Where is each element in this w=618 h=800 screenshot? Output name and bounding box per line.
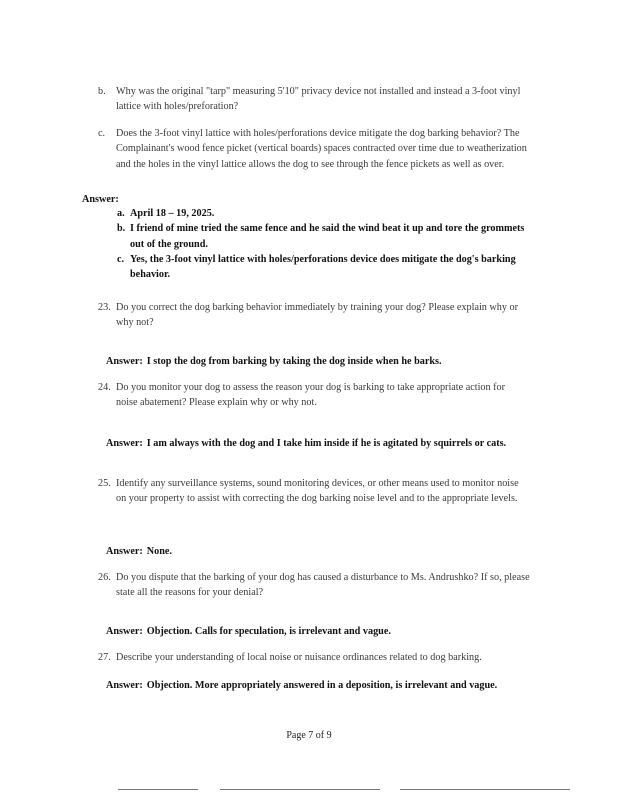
sub-question-letter: b.: [98, 86, 106, 97]
question-text: Describe your understanding of local noise or nuisance ordinances related to dog barking.: [116, 652, 482, 663]
answer-text: None.: [146, 546, 172, 557]
sub-question-letter: c.: [98, 128, 106, 139]
answer-item-text: I friend of mine tried the same fence and he said the wind beat it up and tore the grommets out of the ground.: [130, 223, 525, 250]
answer-list: [117, 206, 541, 282]
question-number: 23.: [98, 302, 111, 313]
question-24: [98, 380, 528, 411]
answer-label: Answer:: [106, 680, 143, 691]
scan-artifact-line: [220, 789, 380, 790]
scan-artifact-line: [400, 789, 570, 790]
question-number: 27.: [98, 652, 111, 663]
answer-item-letter: a.: [117, 208, 125, 219]
answer-label: Answer:: [82, 194, 119, 205]
scan-artifact-line: [118, 789, 198, 790]
sub-question-b: [98, 84, 538, 115]
answer-item-c: [117, 252, 541, 283]
question-number: 24.: [98, 382, 111, 393]
answer-text: Objection. Calls for speculation, is irrelevant and vague.: [146, 626, 391, 637]
question-text: Do you dispute that the barking of your dog has caused a disturbance to Ms. Andrushko? If so, please state all the reasons for your denial?: [116, 572, 530, 599]
question-number: 26.: [98, 572, 111, 583]
answer-label: Answer:: [106, 626, 143, 637]
answer-item-letter: c.: [117, 253, 125, 265]
answer-item-text: April 18 – 19, 2025.: [130, 208, 215, 219]
answer-27: [106, 678, 526, 693]
answer-label: Answer:: [106, 438, 143, 449]
answer-24: [106, 436, 536, 451]
answer-text: I stop the dog from barking by taking the dog inside when he barks.: [146, 356, 442, 367]
sub-question-text: Does the 3-foot vinyl lattice with holes/perforations device mitigate the dog barking behavior? The Complainant's wood fence picket (vertical boards) spaces contracted over time due to weatherization and the holes in the vinyl lattice allows the dog to see through the fence pickets as well as over.: [116, 128, 527, 170]
answer-26: [106, 624, 536, 639]
sub-question-text: Why was the original "tarp" measuring 5'10" privacy device not installed and instead a 3-foot vinyl lattice with holes/preforation?: [116, 86, 521, 113]
answer-item-letter: b.: [117, 223, 126, 235]
question-27: [98, 650, 548, 665]
answer-item-text: Yes, the 3-foot vinyl lattice with holes/perforations device does mitigate the dog's barking behavior.: [130, 253, 516, 281]
question-26: [98, 570, 538, 601]
sub-question-c: [98, 126, 538, 172]
question-25: [98, 476, 528, 507]
question-text: Do you monitor your dog to assess the reason your dog is barking to take appropriate action for noise abatement? Please explain why or why not.: [116, 382, 506, 409]
answer-23: [106, 354, 536, 369]
question-text: Identify any surveillance systems, sound monitoring devices, or other means used to monitor noise on your property to assist with correcting the dog barking noise level and to the appropriate levels.: [116, 478, 519, 505]
answer-text: Objection. More appropriately answered in a deposition, is irrelevant and vague.: [146, 680, 498, 691]
question-number: 25.: [98, 478, 111, 489]
page-number: Page 7 of 9: [286, 730, 332, 741]
answer-25: [106, 544, 536, 559]
answer-label: Answer:: [106, 546, 143, 557]
answer-text: I am always with the dog and I take him inside if he is agitated by squirrels or cats.: [146, 438, 507, 449]
answer-label: Answer:: [106, 356, 143, 367]
question-23: [98, 300, 528, 331]
answer-item-b: [117, 221, 541, 252]
answer-item-a: [117, 206, 541, 221]
question-text: Do you correct the dog barking behavior immediately by training your dog? Please explain why or why not?: [116, 302, 519, 329]
answer-block: [82, 192, 542, 207]
